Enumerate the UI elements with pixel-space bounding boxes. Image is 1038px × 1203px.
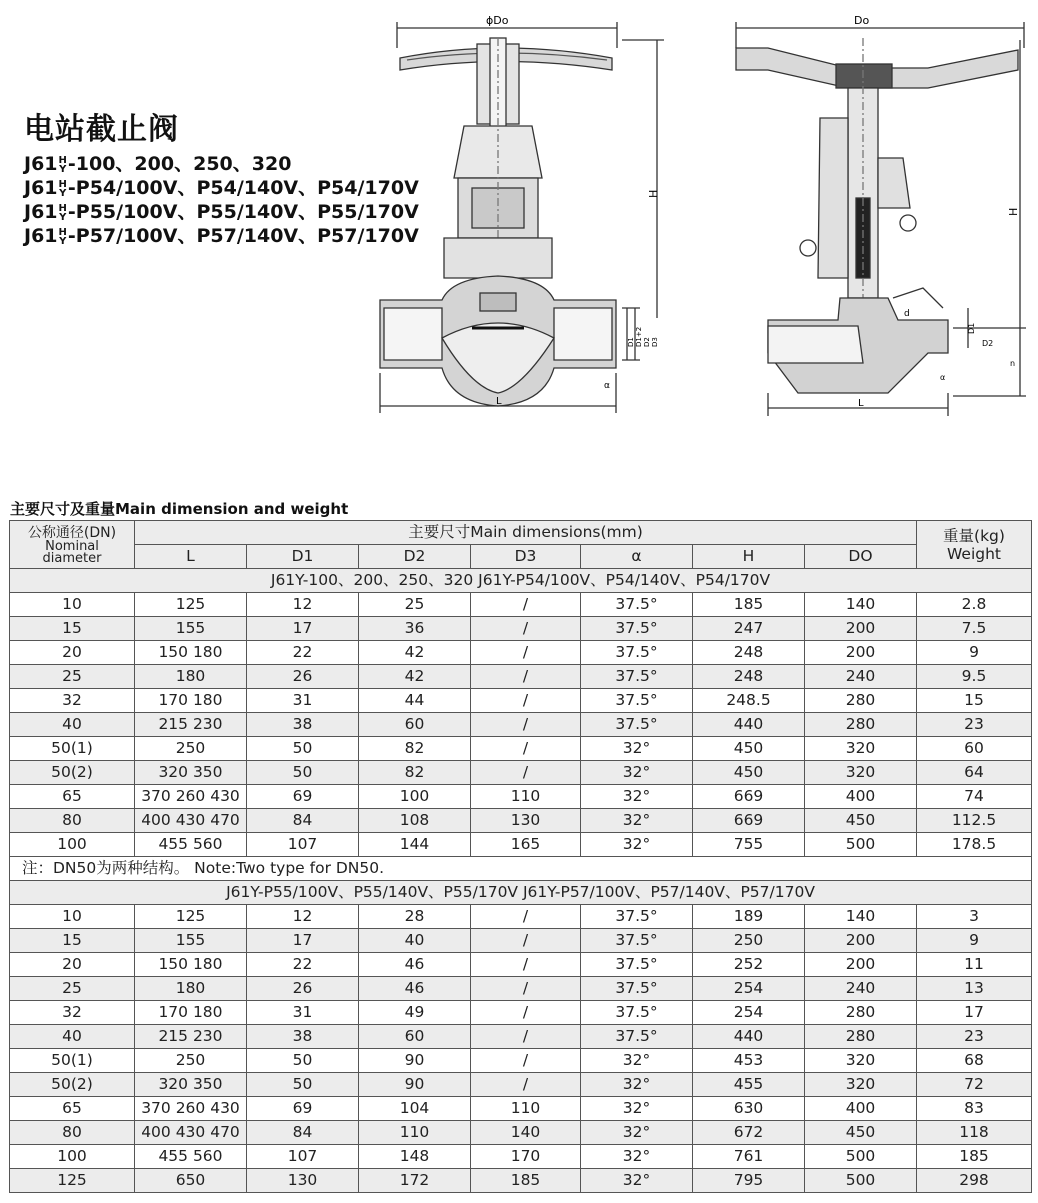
table-cell: 280	[805, 1025, 917, 1049]
section-row	[10, 881, 1032, 905]
table-cell: 31	[247, 689, 359, 713]
table-cell: /	[471, 761, 581, 785]
table-cell: 32°	[581, 785, 693, 809]
table-cell: 42	[359, 641, 471, 665]
table-cell: 320 350	[135, 761, 247, 785]
table-cell: 90	[359, 1049, 471, 1073]
table-cell: 37.5°	[581, 1001, 693, 1025]
table-cell: 20	[10, 953, 135, 977]
column-header: L	[135, 545, 247, 569]
table-cell: 795	[693, 1169, 805, 1193]
table-row	[10, 617, 1032, 641]
table-row	[10, 713, 1032, 737]
table-cell: 2.8	[917, 593, 1032, 617]
table-cell: 22	[247, 953, 359, 977]
table-cell: 400 430 470	[135, 1121, 247, 1145]
table-cell: 46	[359, 953, 471, 977]
table-cell: 110	[359, 1121, 471, 1145]
table-cell: 185	[471, 1169, 581, 1193]
table-cell: 200	[805, 641, 917, 665]
table-cell: /	[471, 617, 581, 641]
table-cell: 254	[693, 977, 805, 1001]
table-row	[10, 1145, 1032, 1169]
label-d1: D1	[627, 337, 635, 347]
table-cell: 500	[805, 1169, 917, 1193]
table-cell: 400	[805, 1097, 917, 1121]
label-d1p2: D1+2	[635, 326, 643, 347]
table-row	[10, 593, 1032, 617]
table-cell: 17	[917, 1001, 1032, 1025]
table-cell: 150 180	[135, 953, 247, 977]
table-cell: 37.5°	[581, 641, 693, 665]
table-row	[10, 1121, 1032, 1145]
table-cell: 400	[805, 785, 917, 809]
table-cell: 32	[10, 689, 135, 713]
table-cell: 50(1)	[10, 1049, 135, 1073]
table-cell: 12	[247, 593, 359, 617]
table-row	[10, 953, 1032, 977]
table-cell: 370 260 430	[135, 1097, 247, 1121]
table-cell: 32°	[581, 1169, 693, 1193]
table-row	[10, 641, 1032, 665]
table-cell: 83	[917, 1097, 1032, 1121]
model-line: J61 H Y -100、200、250、320	[24, 153, 292, 175]
table-cell: 100	[10, 1145, 135, 1169]
label-l-right: L	[858, 398, 864, 409]
table-cell: 118	[917, 1121, 1032, 1145]
table-cell: 455	[693, 1073, 805, 1097]
table-cell: 453	[693, 1049, 805, 1073]
table-cell: 17	[247, 617, 359, 641]
table-cell: /	[471, 977, 581, 1001]
table-cell: /	[471, 665, 581, 689]
table-cell: 185	[917, 1145, 1032, 1169]
table-cell: 37.5°	[581, 665, 693, 689]
table-cell: 107	[247, 1145, 359, 1169]
table-cell: 32°	[581, 1097, 693, 1121]
table-cell: 761	[693, 1145, 805, 1169]
table-cell: /	[471, 737, 581, 761]
table-cell: 32°	[581, 1145, 693, 1169]
model-line: J61 H Y -P57/100V、P57/140V、P57/170V	[24, 225, 419, 247]
table-row	[10, 665, 1032, 689]
table-cell: 60	[359, 1025, 471, 1049]
table-cell: 20	[10, 641, 135, 665]
table-cell: 37.5°	[581, 593, 693, 617]
table-cell: 500	[805, 833, 917, 857]
table-cell: 37.5°	[581, 713, 693, 737]
table-cell: 38	[247, 1025, 359, 1049]
label-alpha: α	[604, 381, 610, 391]
label-do-right: Do	[854, 14, 870, 27]
table-cell: 44	[359, 689, 471, 713]
table-cell: 400 430 470	[135, 809, 247, 833]
table-cell: 150 180	[135, 641, 247, 665]
table-cell: /	[471, 713, 581, 737]
table-cell: 23	[917, 713, 1032, 737]
table-cell: 40	[359, 929, 471, 953]
table-cell: 15	[10, 929, 135, 953]
table-cell: 500	[805, 1145, 917, 1169]
table-cell: 755	[693, 833, 805, 857]
table-cell: 10	[10, 905, 135, 929]
header-weight: 重量(kg) Weight	[917, 521, 1032, 569]
table-cell: 200	[805, 617, 917, 641]
table-cell: 15	[917, 689, 1032, 713]
table-cell: 32°	[581, 833, 693, 857]
table-cell: /	[471, 929, 581, 953]
table-cell: 60	[359, 713, 471, 737]
table-row	[10, 1025, 1032, 1049]
table-cell: 298	[917, 1169, 1032, 1193]
column-header: α	[581, 545, 693, 569]
table-cell: 320	[805, 761, 917, 785]
table-cell: 450	[805, 809, 917, 833]
table-cell: 440	[693, 713, 805, 737]
table-cell: 215 230	[135, 1025, 247, 1049]
label-d2-right: D2	[982, 339, 994, 348]
table-cell: 50(1)	[10, 737, 135, 761]
table-cell: 215 230	[135, 713, 247, 737]
header-dn: 公称通径(DN) Nominal diameter	[10, 521, 135, 569]
table-cell: 247	[693, 617, 805, 641]
table-cell: 180	[135, 665, 247, 689]
table-cell: /	[471, 1001, 581, 1025]
table-cell: 22	[247, 641, 359, 665]
table-cell: 32°	[581, 1049, 693, 1073]
table-cell: /	[471, 593, 581, 617]
table-row	[10, 1049, 1032, 1073]
table-cell: /	[471, 1073, 581, 1097]
table-cell: 250	[693, 929, 805, 953]
table-cell: 280	[805, 689, 917, 713]
table-cell: 125	[135, 905, 247, 929]
table-cell: 280	[805, 713, 917, 737]
table-cell: 252	[693, 953, 805, 977]
table-cell: 38	[247, 713, 359, 737]
table-cell: 178.5	[917, 833, 1032, 857]
table-cell: 32°	[581, 809, 693, 833]
table-cell: 240	[805, 977, 917, 1001]
table-cell: 170	[471, 1145, 581, 1169]
note-text: 注：DN50为两种结构。 Note:Two type for DN50.	[10, 857, 1032, 881]
table-cell: 84	[247, 809, 359, 833]
table-cell: 140	[471, 1121, 581, 1145]
table-cell: 50	[247, 1073, 359, 1097]
table-cell: 10	[10, 593, 135, 617]
table-cell: 82	[359, 737, 471, 761]
table-cell: 50(2)	[10, 761, 135, 785]
table-cell: 69	[247, 1097, 359, 1121]
table-cell: 440	[693, 1025, 805, 1049]
table-cell: 50	[247, 761, 359, 785]
table-cell: 100	[10, 833, 135, 857]
column-header: D3	[471, 545, 581, 569]
label-n-right: n	[1010, 359, 1016, 368]
table-cell: /	[471, 641, 581, 665]
model-line: J61 H Y -P54/100V、P54/140V、P54/170V	[24, 177, 419, 199]
table-cell: 200	[805, 929, 917, 953]
table-cell: 25	[10, 977, 135, 1001]
table-cell: 144	[359, 833, 471, 857]
table-cell: 25	[10, 665, 135, 689]
label-d3: D3	[651, 337, 659, 347]
model-line: J61 H Y -P55/100V、P55/140V、P55/170V	[24, 201, 419, 223]
table-cell: 80	[10, 809, 135, 833]
label-l: L	[496, 396, 502, 407]
table-cell: 165	[471, 833, 581, 857]
table-title: 主要尺寸及重量Main dimension and weight	[10, 500, 349, 518]
table-cell: 180	[135, 977, 247, 1001]
table-cell: 9	[917, 929, 1032, 953]
table-cell: 65	[10, 1097, 135, 1121]
section-label: J61Y-P55/100V、P55/140V、P55/170V J61Y-P57/100V、P57/140V、P57/170V	[10, 881, 1032, 905]
table-cell: 74	[917, 785, 1032, 809]
table-cell: 25	[359, 593, 471, 617]
table-cell: 669	[693, 785, 805, 809]
table-cell: 36	[359, 617, 471, 641]
table-cell: 320	[805, 1073, 917, 1097]
table-cell: 185	[693, 593, 805, 617]
header-main-dimensions: 主要尺寸Main dimensions(mm)	[135, 521, 917, 545]
table-cell: 15	[10, 617, 135, 641]
table-cell: 112.5	[917, 809, 1032, 833]
table-cell: 130	[471, 809, 581, 833]
table-cell: 455 560	[135, 1145, 247, 1169]
table-cell: 31	[247, 1001, 359, 1025]
table-cell: 65	[10, 785, 135, 809]
table-cell: 68	[917, 1049, 1032, 1073]
table-row	[10, 905, 1032, 929]
table-cell: 450	[805, 1121, 917, 1145]
table-cell: 130	[247, 1169, 359, 1193]
table-cell: 172	[359, 1169, 471, 1193]
table-row	[10, 1169, 1032, 1193]
table-cell: 140	[805, 905, 917, 929]
table-cell: 37.5°	[581, 1025, 693, 1049]
label-do: ϕDo	[486, 14, 509, 27]
table-cell: 50	[247, 1049, 359, 1073]
label-d1-right: D1	[967, 322, 976, 334]
table-cell: 32	[10, 1001, 135, 1025]
table-cell: 110	[471, 785, 581, 809]
table-cell: 672	[693, 1121, 805, 1145]
table-cell: 13	[917, 977, 1032, 1001]
table-cell: 28	[359, 905, 471, 929]
table-cell: 82	[359, 761, 471, 785]
page-title: 电站截止阀	[24, 112, 179, 147]
table-row	[10, 833, 1032, 857]
table-cell: 125	[135, 593, 247, 617]
table-row	[10, 977, 1032, 1001]
table-cell: 23	[917, 1025, 1032, 1049]
section-label: J61Y-100、200、250、320 J61Y-P54/100V、P54/140V、P54/170V	[10, 569, 1032, 593]
table-cell: /	[471, 953, 581, 977]
table-cell: 17	[247, 929, 359, 953]
table-cell: 32°	[581, 761, 693, 785]
table-cell: 64	[917, 761, 1032, 785]
table-cell: 32°	[581, 1121, 693, 1145]
table-cell: /	[471, 905, 581, 929]
table-cell: 50(2)	[10, 1073, 135, 1097]
table-cell: 26	[247, 977, 359, 1001]
table-cell: 60	[917, 737, 1032, 761]
table-cell: 280	[805, 1001, 917, 1025]
table-row	[10, 929, 1032, 953]
table-cell: 90	[359, 1073, 471, 1097]
table-row	[10, 1001, 1032, 1025]
column-header: H	[693, 545, 805, 569]
table-row	[10, 1097, 1032, 1121]
table-cell: 9.5	[917, 665, 1032, 689]
label-h-right: H	[1007, 207, 1020, 216]
table-cell: 37.5°	[581, 617, 693, 641]
table-cell: 630	[693, 1097, 805, 1121]
table-cell: 320	[805, 1049, 917, 1073]
table-cell: 37.5°	[581, 689, 693, 713]
table-cell: 40	[10, 713, 135, 737]
table-cell: 9	[917, 641, 1032, 665]
table-cell: 200	[805, 953, 917, 977]
table-cell: 240	[805, 665, 917, 689]
table-cell: 155	[135, 617, 247, 641]
table-cell: 108	[359, 809, 471, 833]
table-cell: 80	[10, 1121, 135, 1145]
note-row	[10, 857, 1032, 881]
table-row	[10, 1073, 1032, 1097]
valve-section-drawing	[372, 8, 672, 418]
table-cell: 250	[135, 1049, 247, 1073]
table-cell: 46	[359, 977, 471, 1001]
table-cell: 455 560	[135, 833, 247, 857]
table-cell: 254	[693, 1001, 805, 1025]
table-cell: /	[471, 1049, 581, 1073]
table-cell: /	[471, 689, 581, 713]
table-cell: 155	[135, 929, 247, 953]
table-cell: 37.5°	[581, 905, 693, 929]
table-cell: 125	[10, 1169, 135, 1193]
model-list	[24, 152, 419, 248]
valve-side-drawing	[728, 8, 1033, 418]
table-cell: 37.5°	[581, 929, 693, 953]
table-cell: 84	[247, 1121, 359, 1145]
table-cell: 104	[359, 1097, 471, 1121]
table-cell: 37.5°	[581, 953, 693, 977]
table-cell: 50	[247, 737, 359, 761]
column-header: DO	[805, 545, 917, 569]
table-cell: 248	[693, 641, 805, 665]
table-row	[10, 761, 1032, 785]
label-d2: D2	[643, 337, 651, 347]
column-header: D2	[359, 545, 471, 569]
table-row	[10, 689, 1032, 713]
dimension-table	[9, 520, 1032, 1193]
table-cell: 32°	[581, 737, 693, 761]
label-d-right: d	[904, 309, 910, 319]
table-cell: 450	[693, 737, 805, 761]
table-cell: 450	[693, 761, 805, 785]
table-cell: 320 350	[135, 1073, 247, 1097]
table-cell: 32°	[581, 1073, 693, 1097]
table-cell: 7.5	[917, 617, 1032, 641]
table-cell: 49	[359, 1001, 471, 1025]
table-cell: 107	[247, 833, 359, 857]
table-cell: 250	[135, 737, 247, 761]
table-cell: 370 260 430	[135, 785, 247, 809]
table-row	[10, 737, 1032, 761]
table-cell: 72	[917, 1073, 1032, 1097]
table-cell: 189	[693, 905, 805, 929]
column-header: D1	[247, 545, 359, 569]
table-cell: 170 180	[135, 689, 247, 713]
label-h: H	[647, 189, 660, 198]
table-cell: 248.5	[693, 689, 805, 713]
table-cell: 170 180	[135, 1001, 247, 1025]
label-alpha-right: α	[940, 373, 946, 382]
table-row	[10, 785, 1032, 809]
table-cell: /	[471, 1025, 581, 1049]
table-cell: 40	[10, 1025, 135, 1049]
section-row	[10, 569, 1032, 593]
table-cell: 69	[247, 785, 359, 809]
table-cell: 669	[693, 809, 805, 833]
table-cell: 140	[805, 593, 917, 617]
table-cell: 26	[247, 665, 359, 689]
table-cell: 320	[805, 737, 917, 761]
table-cell: 12	[247, 905, 359, 929]
table-row	[10, 809, 1032, 833]
table-cell: 148	[359, 1145, 471, 1169]
table-cell: 3	[917, 905, 1032, 929]
table-cell: 248	[693, 665, 805, 689]
table-cell: 650	[135, 1169, 247, 1193]
table-cell: 100	[359, 785, 471, 809]
table-cell: 37.5°	[581, 977, 693, 1001]
table-cell: 42	[359, 665, 471, 689]
table-cell: 110	[471, 1097, 581, 1121]
table-cell: 11	[917, 953, 1032, 977]
